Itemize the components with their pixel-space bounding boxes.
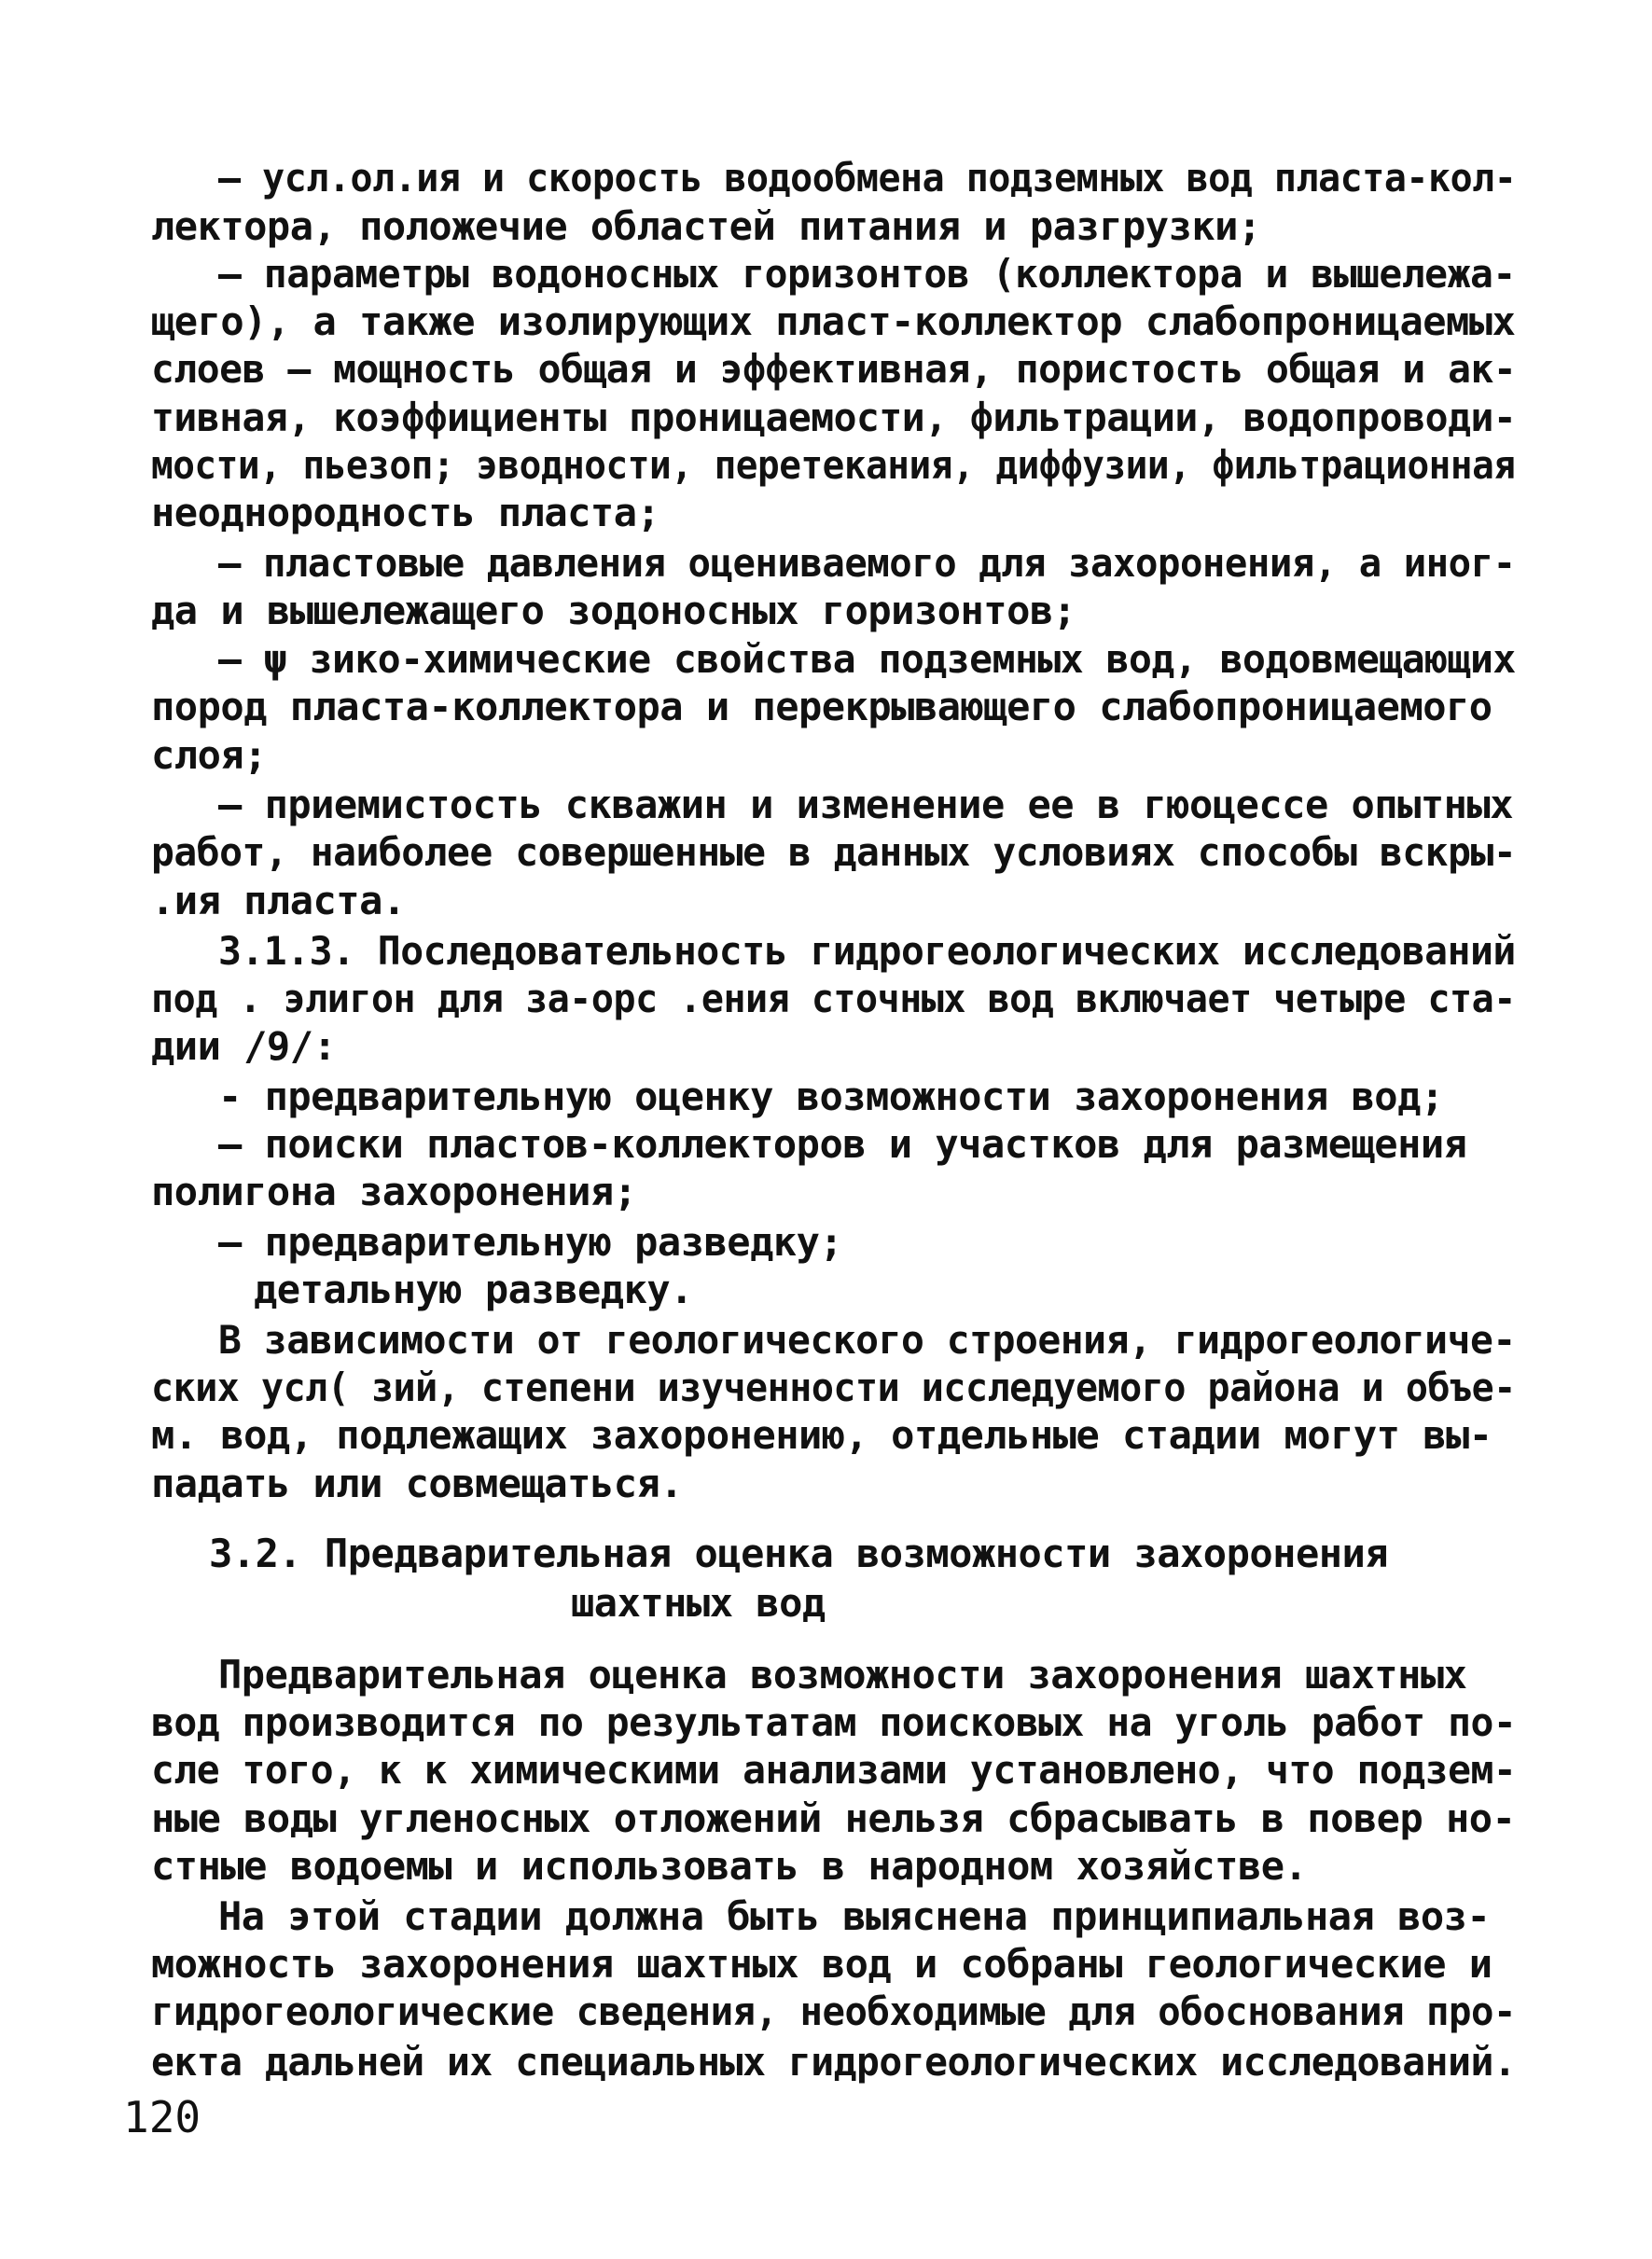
text-line: Предварительная оценка возможности захоронения шахтных [218,1652,1467,1698]
text-line: На этой стадии должна быть выяснена принципиальная воз- [218,1893,1491,1939]
text-line: пород пласта-коллектора и перекрывающего слабопроницаемого [151,684,1492,729]
list-item: детальную разведку. [254,1267,693,1312]
text-line: тивная, коэффициенты проницаемости, фильтрации, водопроводи- [151,395,1517,440]
text-line: В зависимости от геологического строения, гидрогеологиче- [218,1317,1516,1363]
text-line: екта дальней их специальных гидрогеологических исследований. [151,2039,1517,2085]
text-line: щего), а также изолирующих пласт-коллектор слабопроницаемых [151,298,1516,344]
text-line: гидрогеологические сведения, необходимые для обоснования про- [151,1989,1516,2034]
text-line: ских усл( зий, степени изученности исследуемого района и объе- [151,1365,1516,1410]
text-line: стные водоемы и использовать в народном хозяйстве. [151,1843,1308,1889]
text-line: неоднородность пласта; [151,490,660,535]
text-line: работ, наиболее совершенные в данных условиях споcобы вскры- [151,829,1517,875]
section-heading-3-2-continued: шахтных вод [571,1580,826,1626]
text-line: м. вод, подлежащих захоронению, отдельные стадии могут вы- [151,1412,1492,1458]
text-line: – усл.ол.ия и скорость водообмена подземных вод пласта-кол- [218,155,1517,201]
text-line: под . элигон для за-орс .ения сточных вод включает четыре ста- [151,976,1516,1021]
list-item: – поиски пластов-коллекторов и участков для размещения [218,1121,1467,1167]
text-line: вод производится по результатам поисковых на уголь работ по- [151,1699,1517,1745]
text-line: падать или совмещаться. [151,1461,684,1506]
text-line: мости, пьезоп; эводности, перетекания, диффузии, фильтрационная [151,442,1516,488]
text-line: сле того, к к химическими анализами установлено, что подзем- [151,1747,1517,1793]
list-item: – предварительную разведку; [218,1219,843,1265]
text-line: – пластовые давления оцениваемого для захоронения, а иног- [218,540,1516,586]
text-line: лектора, положечие областей питания и разгрузки; [151,203,1261,249]
text-line: – ψ зико-химические свойства подземных вод, водовмещающих [218,636,1516,682]
text-line: полигона захоронения; [151,1169,637,1214]
list-item: - предварительную оценку возможности захоронения вод; [218,1074,1444,1119]
text-line: – параметры водоносных горизонтов (коллектора и вышележа- [218,251,1516,297]
text-line: дии /9/: [151,1023,337,1069]
text-line: – приемистость скважин и изменение ее в гюоцессе опытных [218,782,1514,827]
text-line: слоев – мощность общая и эффективная, пористость общая и ак- [151,346,1517,392]
section-heading-3-2: 3.2. Предварительная оценка возможности захоронения [209,1531,1389,1576]
text-line: можность захоронения шахтных вод и собраны геологические и [151,1941,1492,1987]
page-number: 120 [123,2092,201,2142]
section-heading-3-1-3: 3.1.3. Последовательность гидрогеологических исследований [218,928,1516,974]
text-line: слоя; [151,732,267,778]
text-line: ные воды угленосных отложений нельзя сбрасывать в повер но- [151,1795,1516,1841]
text-line: да и вышележащего зодоносных горизонтов; [151,588,1076,633]
text-line: .ия пласта. [151,878,406,923]
